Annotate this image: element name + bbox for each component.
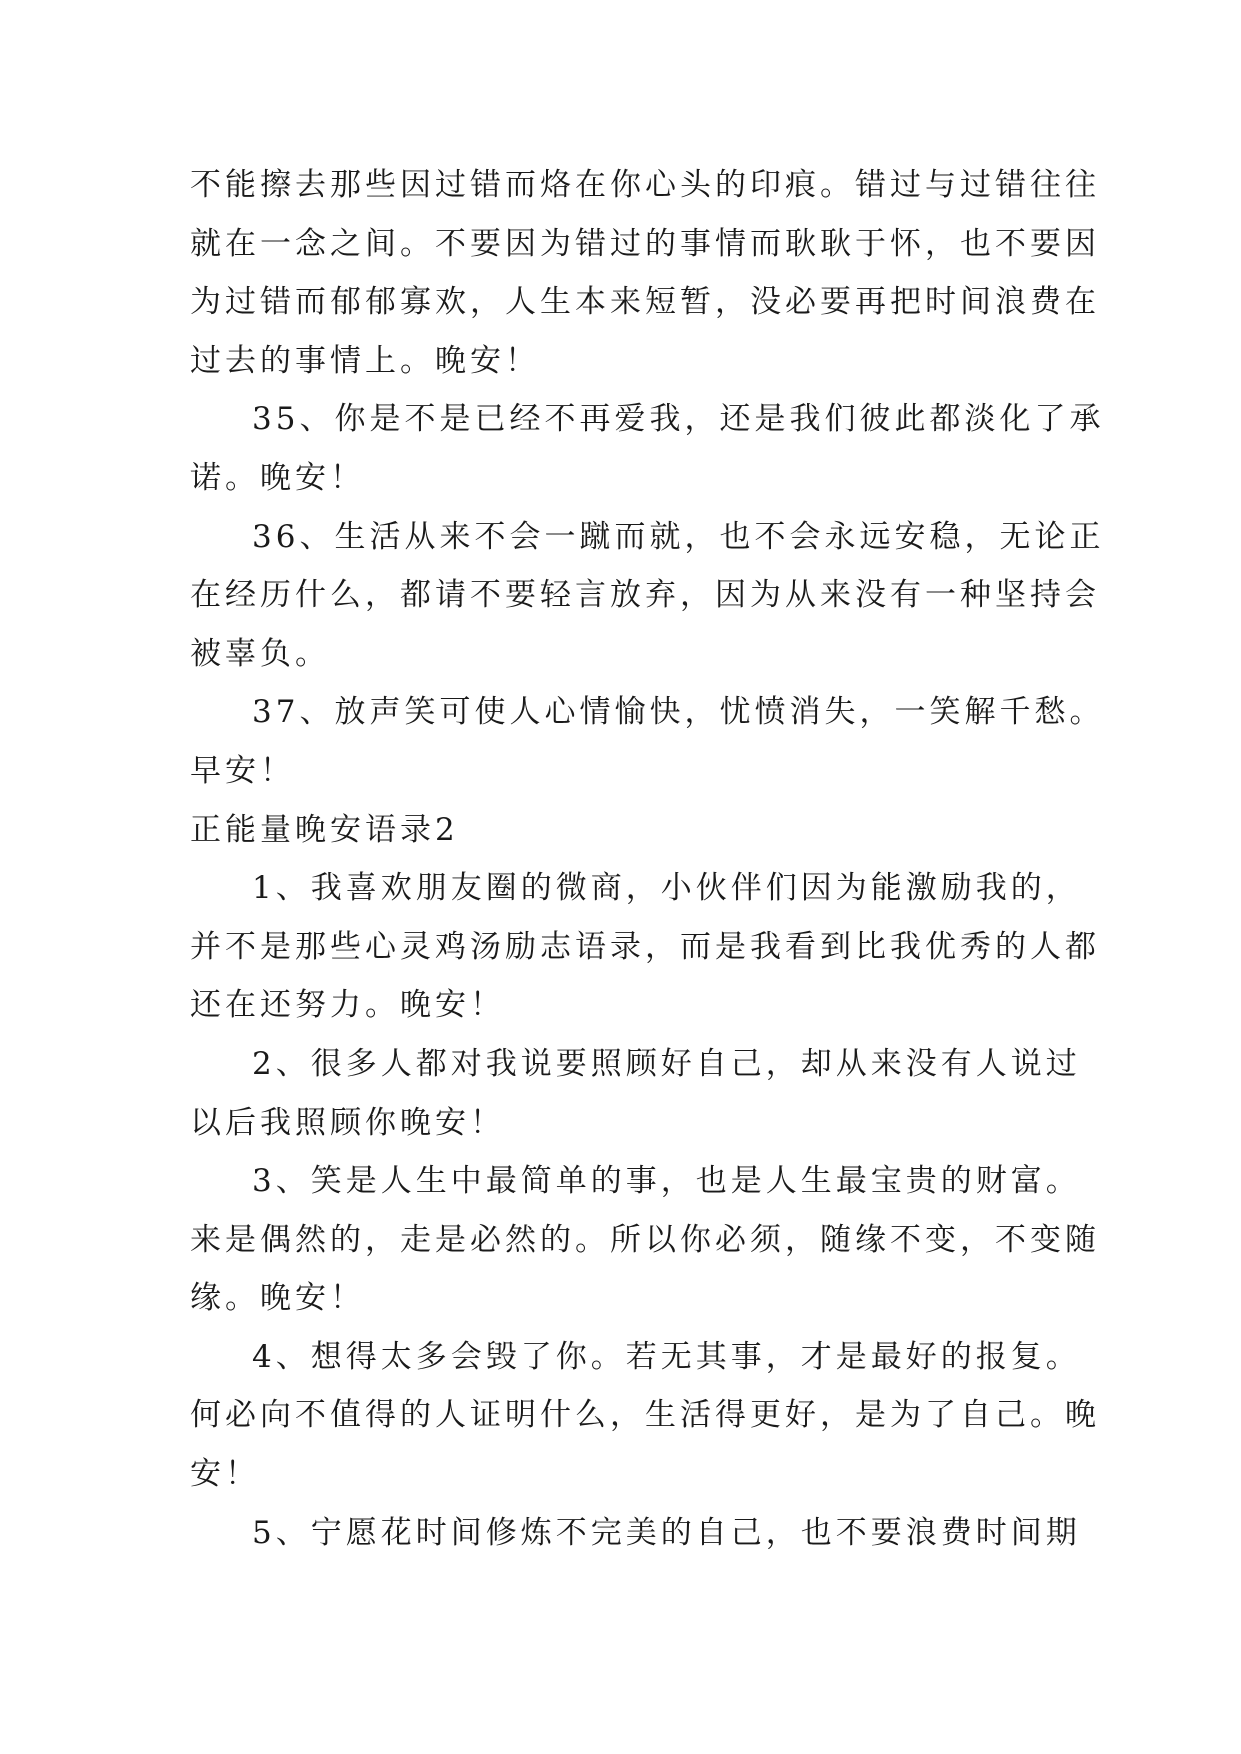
text-line: 在经历什么，都请不要轻言放弃，因为从来没有一种坚持会 xyxy=(190,577,1100,614)
text-line: 来是偶然的，走是必然的。所以你必须，随缘不变，不变随 xyxy=(190,1221,1100,1258)
paragraph-first-line: 35、你是不是已经不再爱我，还是我们彼此都淡化了承 xyxy=(252,401,1105,438)
paragraph-first-line: 1、我喜欢朋友圈的微商，小伙伴们因为能激励我的， xyxy=(252,870,1081,907)
text-line: 并不是那些心灵鸡汤励志语录，而是我看到比我优秀的人都 xyxy=(190,928,1100,965)
paragraph-first-line: 2、很多人都对我说要照顾好自己，却从来没有人说过 xyxy=(252,1045,1081,1082)
text-line: 何必向不值得的人证明什么，生活得更好，是为了自己。晚 xyxy=(190,1397,1100,1434)
text-line: 被辜负。 xyxy=(190,635,330,672)
paragraph-first-line: 37、放声笑可使人心情愉快，忧愤消失，一笑解千愁。 xyxy=(252,694,1105,731)
text-line: 过去的事情上。晚安！ xyxy=(190,342,540,379)
text-line: 为过错而郁郁寡欢，人生本来短暂，没必要再把时间浪费在 xyxy=(190,284,1100,321)
text-line: 诺。晚安！ xyxy=(190,459,365,496)
text-line: 安！ xyxy=(190,1456,260,1493)
text-line: 正能量晚安语录2 xyxy=(190,811,459,848)
paragraph-first-line: 3、笑是人生中最简单的事，也是人生最宝贵的财富。 xyxy=(252,1163,1081,1200)
paragraph-first-line: 4、想得太多会毁了你。若无其事，才是最好的报复。 xyxy=(252,1338,1081,1375)
text-line: 不能擦去那些因过错而烙在你心头的印痕。错过与过错往往 xyxy=(190,167,1100,203)
text-line: 还在还努力。晚安！ xyxy=(190,987,505,1024)
paragraph-first-line: 36、生活从来不会一蹴而就，也不会永远安稳，无论正 xyxy=(252,518,1105,555)
document-body xyxy=(190,156,1105,1562)
text-line: 早安！ xyxy=(190,752,295,789)
text-line: 就在一念之间。不要因为错过的事情而耿耿于怀，也不要因 xyxy=(190,225,1100,262)
text-line: 缘。晚安！ xyxy=(190,1280,365,1317)
paragraph-first-line: 5、宁愿花时间修炼不完美的自己，也不要浪费时间期 xyxy=(252,1514,1081,1551)
text-line: 以后我照顾你晚安！ xyxy=(190,1104,505,1141)
